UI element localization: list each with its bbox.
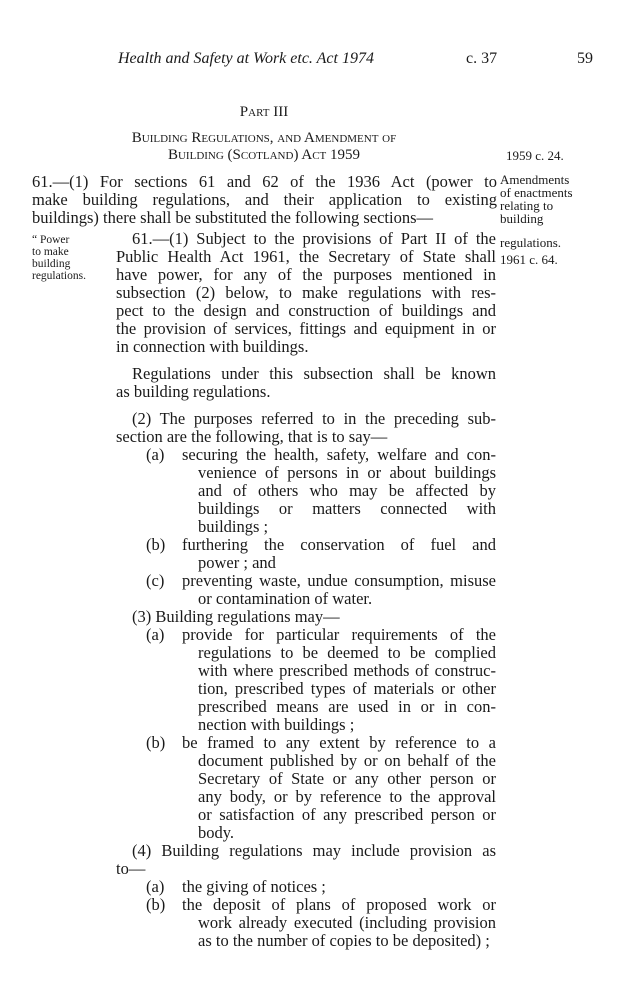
body-line: work already executed (including provision [198, 913, 496, 932]
paragraph-label: (b) [146, 895, 166, 914]
paragraph-4a [116, 878, 496, 896]
paragraph-label: (a) [146, 445, 165, 464]
section-intro-paragraph [32, 173, 497, 227]
margin-note-line: building [32, 258, 71, 270]
body-line: subsection (2) below, to make regulations with res- [116, 283, 496, 302]
body-line: power ; and [198, 553, 276, 572]
main-body-text [116, 230, 496, 950]
body-line: with where prescribed methods of construc- [198, 661, 496, 680]
margin-note-line: building [500, 211, 544, 226]
body-line: buildings or matters connected with [198, 499, 496, 518]
part-subtitle-line-1: Building Regulations, and Amendment of [131, 130, 397, 146]
paragraph-3a [116, 626, 496, 734]
subsection-2 [116, 410, 496, 428]
body-line: tion, prescribed types of materials or other [198, 679, 496, 698]
running-header-chapter: c. 37 [466, 50, 498, 67]
body-line: prescribed means are used in or in con- [198, 697, 496, 716]
paragraph-label: (c) [146, 571, 165, 590]
subsection-3 [116, 608, 496, 626]
body-line: or satisfaction of any prescribed person or [198, 805, 496, 824]
paragraph-2a [116, 446, 496, 536]
body-line: the giving of notices ; [182, 877, 326, 896]
body-line: the provision of services, fittings and equipment in or [116, 319, 496, 338]
body-line: regulations to be deemed to be complied [198, 643, 496, 662]
paragraph-4b [116, 896, 496, 950]
body-line: pect to the design and construction of buildings and [116, 301, 496, 320]
part-subtitle-line-2: Building (Scotland) Act 1959 [167, 147, 361, 163]
paragraph-label: (b) [146, 733, 166, 752]
part-subtitle [0, 130, 528, 164]
body-line: buildings ; [198, 517, 269, 536]
body-line: securing the health, safety, welfare and con- [182, 445, 496, 464]
margin-note-line: of enactments [500, 185, 573, 200]
paragraph-label: (b) [146, 535, 166, 554]
part-heading: Part III [239, 104, 289, 120]
body-line: or contamination of water. [198, 589, 373, 608]
body-line: preventing waste, undue consumption, misuse [182, 571, 496, 590]
side-reference-1959: 1959 c. 24. [506, 148, 564, 163]
body-line: Public Health Act 1961, the Secretary of State shall [116, 247, 496, 266]
intro-line: make building regulations, and their application to existing [32, 190, 497, 209]
margin-note-amendments [500, 173, 573, 225]
paragraph-3b [116, 734, 496, 842]
body-line: Secretary of State or any other person or [198, 769, 496, 788]
margin-note-line: regulations. [500, 235, 562, 250]
body-line: Regulations under this subsection shall be known [132, 364, 496, 383]
body-line: nection with buildings ; [198, 715, 355, 734]
running-header-title: Health and Safety at Work etc. Act 1974 [118, 50, 374, 67]
subsection-4 [116, 842, 496, 860]
paragraph-label: (a) [146, 625, 165, 644]
body-line: document published by or on behalf of the [198, 751, 496, 770]
subsection-1-note [116, 365, 496, 383]
body-line: furthering the conservation of fuel and [182, 535, 496, 554]
body-line: as building regulations. [116, 382, 271, 401]
margin-note-regulations [500, 234, 561, 268]
paragraph-2b [116, 536, 496, 572]
paragraph-2c [116, 572, 496, 608]
body-line: to— [116, 859, 146, 878]
body-line: have power, for any of the purposes mentioned in [116, 265, 496, 284]
margin-note-line: “ Power [32, 234, 70, 246]
body-line: (4) Building regulations may include provision as [132, 841, 496, 860]
body-line: in connection with buildings. [116, 337, 309, 356]
margin-note-line: to make [32, 246, 69, 258]
body-line: section are the following, that is to say— [116, 427, 388, 446]
margin-note-line: 1961 c. 64. [500, 252, 558, 267]
body-line: and of others who may be affected by [198, 481, 496, 500]
margin-note-line: Amendments [500, 172, 570, 187]
margin-note-power [32, 234, 86, 282]
body-line: provide for particular requirements of the [182, 625, 496, 644]
intro-line: 61.—(1) For sections 61 and 62 of the 1936 Act (power to [32, 172, 497, 191]
page-number: 59 [577, 50, 593, 67]
body-line: as to the number of copies to be deposited) ; [198, 931, 490, 950]
body-line: 61.—(1) Subject to the provisions of Part II of the [132, 229, 496, 248]
body-line: (3) Building regulations may— [132, 607, 340, 626]
subsection-1 [116, 230, 496, 248]
body-line: be framed to any extent by reference to a [182, 733, 496, 752]
body-line: venience of persons in or about buildings [198, 463, 496, 482]
margin-note-line: relating to [500, 198, 554, 213]
margin-note-line: regulations. [32, 270, 86, 282]
body-line: body. [198, 823, 235, 842]
intro-line: buildings) there shall be substituted the following sections— [32, 208, 433, 227]
body-line: any body, or by reference to the approval [198, 787, 496, 806]
body-line: the deposit of plans of proposed work or [182, 895, 496, 914]
paragraph-label: (a) [146, 877, 165, 896]
body-line: (2) The purposes referred to in the preceding sub- [132, 409, 496, 428]
